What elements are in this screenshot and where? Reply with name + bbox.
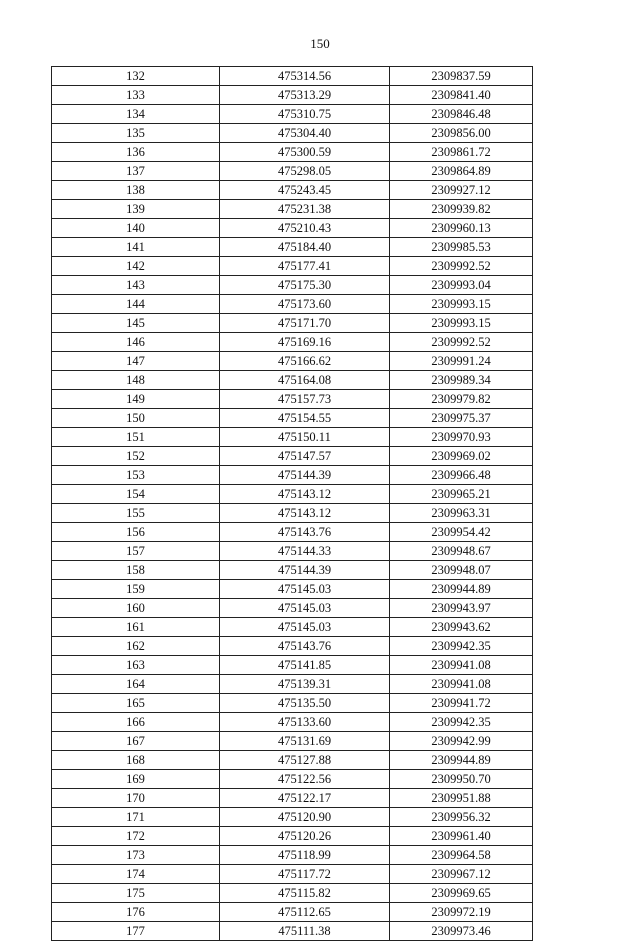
point-number-cell: 145 (52, 314, 220, 333)
point-number-cell: 161 (52, 618, 220, 637)
y-coordinate-cell: 2309927.12 (390, 181, 533, 200)
y-coordinate-cell: 2309943.97 (390, 599, 533, 618)
y-coordinate-cell: 2309985.53 (390, 238, 533, 257)
point-number-cell: 132 (52, 67, 220, 86)
point-number-cell: 167 (52, 732, 220, 751)
point-number-cell: 151 (52, 428, 220, 447)
table-row (52, 656, 533, 675)
y-coordinate-cell: 2309942.35 (390, 713, 533, 732)
x-coordinate-cell: 475184.40 (220, 238, 390, 257)
table-row (52, 903, 533, 922)
point-number-cell: 136 (52, 143, 220, 162)
y-coordinate-cell: 2309965.21 (390, 485, 533, 504)
table-row (52, 314, 533, 333)
table-row (52, 789, 533, 808)
table-row (52, 257, 533, 276)
y-coordinate-cell: 2309964.58 (390, 846, 533, 865)
x-coordinate-cell: 475171.70 (220, 314, 390, 333)
x-coordinate-cell: 475150.11 (220, 428, 390, 447)
table-row (52, 238, 533, 257)
y-coordinate-cell: 2309993.15 (390, 314, 533, 333)
y-coordinate-cell: 2309961.40 (390, 827, 533, 846)
table-row (52, 884, 533, 903)
table-row (52, 732, 533, 751)
point-number-cell: 135 (52, 124, 220, 143)
table-row (52, 466, 533, 485)
table-row (52, 827, 533, 846)
y-coordinate-cell: 2309969.02 (390, 447, 533, 466)
y-coordinate-cell: 2309846.48 (390, 105, 533, 124)
page-number: 150 (310, 36, 330, 51)
point-number-cell: 138 (52, 181, 220, 200)
table-row (52, 504, 533, 523)
x-coordinate-cell: 475304.40 (220, 124, 390, 143)
x-coordinate-cell: 475298.05 (220, 162, 390, 181)
point-number-cell: 162 (52, 637, 220, 656)
table-row (52, 599, 533, 618)
point-number-cell: 173 (52, 846, 220, 865)
table-row (52, 276, 533, 295)
x-coordinate-cell: 475145.03 (220, 580, 390, 599)
table-row (52, 542, 533, 561)
point-number-cell: 164 (52, 675, 220, 694)
point-number-cell: 174 (52, 865, 220, 884)
x-coordinate-cell: 475143.76 (220, 523, 390, 542)
y-coordinate-cell: 2309960.13 (390, 219, 533, 238)
y-coordinate-cell: 2309989.34 (390, 371, 533, 390)
x-coordinate-cell: 475300.59 (220, 143, 390, 162)
point-number-cell: 144 (52, 295, 220, 314)
x-coordinate-cell: 475143.12 (220, 485, 390, 504)
table-row (52, 770, 533, 789)
x-coordinate-cell: 475122.17 (220, 789, 390, 808)
x-coordinate-cell: 475310.75 (220, 105, 390, 124)
x-coordinate-cell: 475313.29 (220, 86, 390, 105)
point-number-cell: 176 (52, 903, 220, 922)
y-coordinate-cell: 2309944.89 (390, 580, 533, 599)
point-number-cell: 157 (52, 542, 220, 561)
point-number-cell: 148 (52, 371, 220, 390)
x-coordinate-cell: 475131.69 (220, 732, 390, 751)
table-row (52, 124, 533, 143)
x-coordinate-cell: 475117.72 (220, 865, 390, 884)
y-coordinate-cell: 2309864.89 (390, 162, 533, 181)
table-row (52, 86, 533, 105)
y-coordinate-cell: 2309991.24 (390, 352, 533, 371)
point-number-cell: 177 (52, 922, 220, 941)
x-coordinate-cell: 475111.38 (220, 922, 390, 941)
coordinates-table-body (52, 67, 533, 941)
y-coordinate-cell: 2309942.99 (390, 732, 533, 751)
y-coordinate-cell: 2309950.70 (390, 770, 533, 789)
x-coordinate-cell: 475147.57 (220, 447, 390, 466)
table-row (52, 67, 533, 86)
y-coordinate-cell: 2309970.93 (390, 428, 533, 447)
point-number-cell: 147 (52, 352, 220, 371)
table-row (52, 219, 533, 238)
y-coordinate-cell: 2309979.82 (390, 390, 533, 409)
table-row (52, 561, 533, 580)
y-coordinate-cell: 2309861.72 (390, 143, 533, 162)
point-number-cell: 155 (52, 504, 220, 523)
point-number-cell: 154 (52, 485, 220, 504)
x-coordinate-cell: 475177.41 (220, 257, 390, 276)
point-number-cell: 139 (52, 200, 220, 219)
point-number-cell: 141 (52, 238, 220, 257)
table-row (52, 295, 533, 314)
table-row (52, 713, 533, 732)
y-coordinate-cell: 2309963.31 (390, 504, 533, 523)
y-coordinate-cell: 2309967.12 (390, 865, 533, 884)
table-row (52, 523, 533, 542)
x-coordinate-cell: 475120.90 (220, 808, 390, 827)
y-coordinate-cell: 2309941.08 (390, 656, 533, 675)
x-coordinate-cell: 475169.16 (220, 333, 390, 352)
x-coordinate-cell: 475314.56 (220, 67, 390, 86)
table-row (52, 200, 533, 219)
y-coordinate-cell: 2309956.32 (390, 808, 533, 827)
point-number-cell: 169 (52, 770, 220, 789)
point-number-cell: 165 (52, 694, 220, 713)
point-number-cell: 142 (52, 257, 220, 276)
y-coordinate-cell: 2309856.00 (390, 124, 533, 143)
x-coordinate-cell: 475127.88 (220, 751, 390, 770)
y-coordinate-cell: 2309973.46 (390, 922, 533, 941)
point-number-cell: 140 (52, 219, 220, 238)
table-row (52, 865, 533, 884)
table-row (52, 447, 533, 466)
point-number-cell: 149 (52, 390, 220, 409)
x-coordinate-cell: 475175.30 (220, 276, 390, 295)
table-row (52, 371, 533, 390)
table-row (52, 428, 533, 447)
y-coordinate-cell: 2309944.89 (390, 751, 533, 770)
table-row (52, 105, 533, 124)
point-number-cell: 133 (52, 86, 220, 105)
point-number-cell: 134 (52, 105, 220, 124)
point-number-cell: 153 (52, 466, 220, 485)
point-number-cell: 143 (52, 276, 220, 295)
point-number-cell: 146 (52, 333, 220, 352)
x-coordinate-cell: 475210.43 (220, 219, 390, 238)
point-number-cell: 156 (52, 523, 220, 542)
point-number-cell: 159 (52, 580, 220, 599)
y-coordinate-cell: 2309951.88 (390, 789, 533, 808)
point-number-cell: 152 (52, 447, 220, 466)
x-coordinate-cell: 475141.85 (220, 656, 390, 675)
table-row (52, 637, 533, 656)
y-coordinate-cell: 2309969.65 (390, 884, 533, 903)
table-row (52, 618, 533, 637)
x-coordinate-cell: 475145.03 (220, 618, 390, 637)
point-number-cell: 150 (52, 409, 220, 428)
y-coordinate-cell: 2309948.07 (390, 561, 533, 580)
x-coordinate-cell: 475154.55 (220, 409, 390, 428)
point-number-cell: 163 (52, 656, 220, 675)
point-number-cell: 170 (52, 789, 220, 808)
point-number-cell: 175 (52, 884, 220, 903)
table-row (52, 675, 533, 694)
y-coordinate-cell: 2309966.48 (390, 466, 533, 485)
x-coordinate-cell: 475144.39 (220, 561, 390, 580)
table-row (52, 846, 533, 865)
table-row (52, 694, 533, 713)
table-row (52, 751, 533, 770)
point-number-cell: 160 (52, 599, 220, 618)
point-number-cell: 166 (52, 713, 220, 732)
x-coordinate-cell: 475144.33 (220, 542, 390, 561)
x-coordinate-cell: 475164.08 (220, 371, 390, 390)
x-coordinate-cell: 475139.31 (220, 675, 390, 694)
point-number-cell: 137 (52, 162, 220, 181)
x-coordinate-cell: 475120.26 (220, 827, 390, 846)
x-coordinate-cell: 475115.82 (220, 884, 390, 903)
table-row (52, 485, 533, 504)
table-row (52, 390, 533, 409)
table-row (52, 808, 533, 827)
table-row (52, 409, 533, 428)
point-number-cell: 158 (52, 561, 220, 580)
table-row (52, 143, 533, 162)
y-coordinate-cell: 2309972.19 (390, 903, 533, 922)
y-coordinate-cell: 2309954.42 (390, 523, 533, 542)
y-coordinate-cell: 2309992.52 (390, 257, 533, 276)
table-row (52, 580, 533, 599)
table-row (52, 352, 533, 371)
point-number-cell: 168 (52, 751, 220, 770)
y-coordinate-cell: 2309841.40 (390, 86, 533, 105)
x-coordinate-cell: 475135.50 (220, 694, 390, 713)
point-number-cell: 172 (52, 827, 220, 846)
x-coordinate-cell: 475133.60 (220, 713, 390, 732)
y-coordinate-cell: 2309948.67 (390, 542, 533, 561)
table-row (52, 333, 533, 352)
y-coordinate-cell: 2309975.37 (390, 409, 533, 428)
y-coordinate-cell: 2309942.35 (390, 637, 533, 656)
table-row (52, 181, 533, 200)
x-coordinate-cell: 475112.65 (220, 903, 390, 922)
x-coordinate-cell: 475243.45 (220, 181, 390, 200)
y-coordinate-cell: 2309993.15 (390, 295, 533, 314)
x-coordinate-cell: 475231.38 (220, 200, 390, 219)
point-number-cell: 171 (52, 808, 220, 827)
x-coordinate-cell: 475173.60 (220, 295, 390, 314)
x-coordinate-cell: 475157.73 (220, 390, 390, 409)
y-coordinate-cell: 2309992.52 (390, 333, 533, 352)
y-coordinate-cell: 2309993.04 (390, 276, 533, 295)
x-coordinate-cell: 475145.03 (220, 599, 390, 618)
y-coordinate-cell: 2309943.62 (390, 618, 533, 637)
table-row (52, 922, 533, 941)
y-coordinate-cell: 2309939.82 (390, 200, 533, 219)
x-coordinate-cell: 475143.12 (220, 504, 390, 523)
coordinates-table (51, 66, 533, 941)
y-coordinate-cell: 2309941.72 (390, 694, 533, 713)
y-coordinate-cell: 2309837.59 (390, 67, 533, 86)
x-coordinate-cell: 475144.39 (220, 466, 390, 485)
x-coordinate-cell: 475143.76 (220, 637, 390, 656)
x-coordinate-cell: 475122.56 (220, 770, 390, 789)
table-row (52, 162, 533, 181)
x-coordinate-cell: 475118.99 (220, 846, 390, 865)
y-coordinate-cell: 2309941.08 (390, 675, 533, 694)
x-coordinate-cell: 475166.62 (220, 352, 390, 371)
